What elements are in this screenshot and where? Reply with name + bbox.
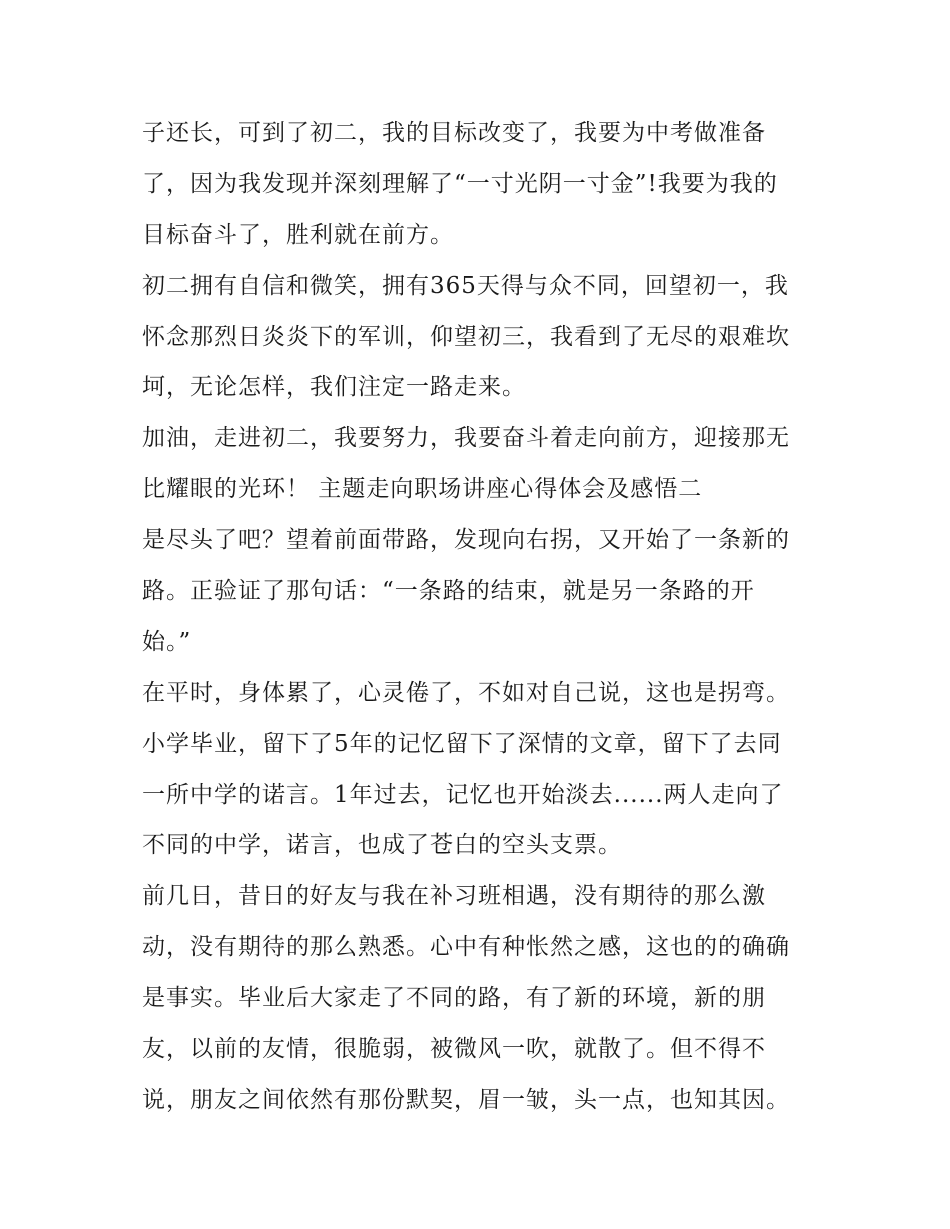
text-line: 子还长，可到了初二，我的目标改变了，我要为中考做准备 [142,120,766,146]
text-line: 怀念那烈日炎炎下的军训，仰望初三，我看到了无尽的艰难坎 [142,323,790,350]
text-line: 始。” [142,628,192,655]
text-line: 了，因为我发现并深刻理解了“一寸光阴一寸金”!我要为我的 [142,170,778,197]
text-line: 说，朋友之间依然有那份默契，眉一皱，头一点，也知其因。 [142,1086,790,1113]
text-line: 加油，走进初二，我要努力，我要奋斗着走向前方，迎接那无 [142,425,790,452]
text-line: 初二拥有自信和微笑，拥有365天得与众不同，回望初一，我 [142,272,789,299]
text-line: 比耀眼的光环！ 主题走向职场讲座心得体会及感悟二 [142,476,703,503]
text-line: 前几日，昔日的好友与我在补习班相遇，没有期待的那么激 [142,883,766,910]
document-body [142,108,822,1126]
text-line: 不同的中学，诺言，也成了苍白的空头支票。 [142,832,622,859]
text-line: 是尽头了吧？望着前面带路，发现向右拐，又开始了一条新的 [142,527,790,554]
text-line: 是事实。毕业后大家走了不同的路，有了新的环境，新的朋 [142,985,766,1012]
text-line: 一所中学的诺言。1年过去，记忆也开始淡去......两人走向了 [142,781,784,808]
text-line: 路。正验证了那句话：“一条路的结束，就是另一条路的开 [142,578,755,605]
text-line: 小学毕业，留下了5年的记忆留下了深情的文章，留下了去同 [142,730,782,757]
text-line: 友，以前的友情，很脆弱，被微风一吹，就散了。但不得不 [142,1036,766,1063]
text-line: 目标奋斗了，胜利就在前方。 [142,221,454,248]
text-line: 动，没有期待的那么熟悉。心中有种怅然之感，这也的的确确 [142,934,790,961]
text-line: 坷，无论怎样，我们注定一路走来。 [142,374,526,401]
text-line: 在平时，身体累了，心灵倦了，不如对自己说，这也是拐弯。 [142,679,790,706]
